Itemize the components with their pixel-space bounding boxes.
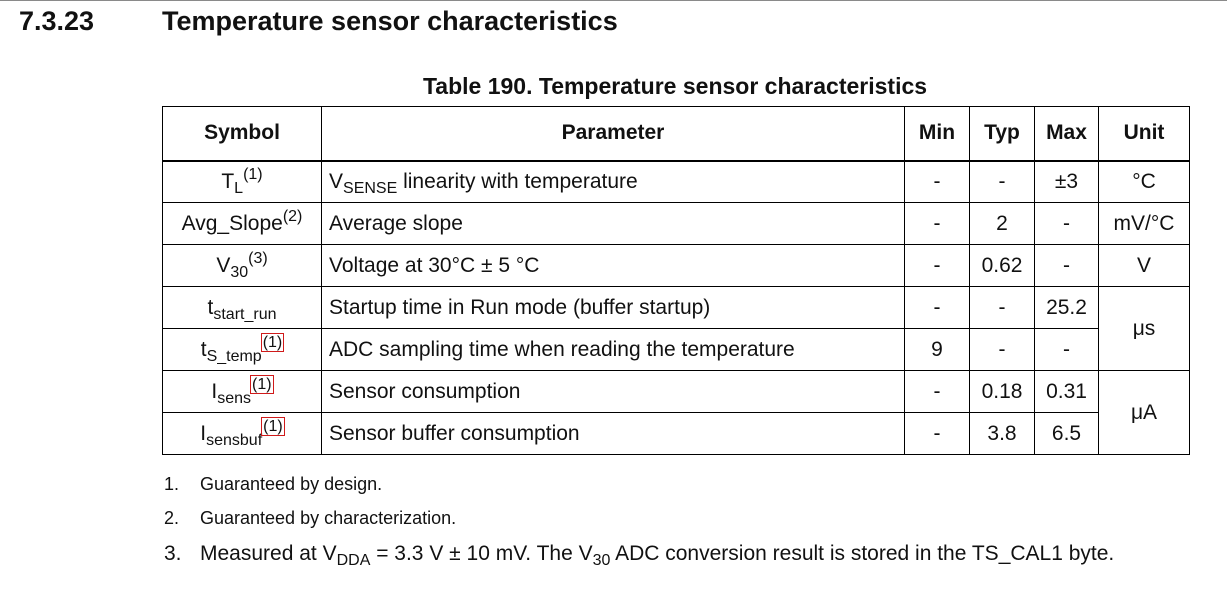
- footnote-ref[interactable]: (1): [252, 375, 272, 393]
- table-row: [163, 245, 1190, 287]
- cell-min: -: [905, 203, 970, 245]
- symbol-subscript: start_run: [213, 305, 277, 323]
- footnote-subscript: DDA: [336, 552, 371, 569]
- header-max: Max: [1035, 107, 1099, 161]
- table-header-row: [163, 107, 1190, 161]
- cell-typ: -: [970, 161, 1035, 203]
- table-row: [163, 287, 1190, 329]
- header-min: Min: [905, 107, 970, 161]
- cell-max: 25.2: [1035, 287, 1099, 329]
- cell-symbol: [163, 161, 322, 203]
- table-caption: Table 190. Temperature sensor characteristics: [422, 73, 928, 99]
- footnote-text-part: ADC conversion result is stored in the TS_CAL1 byte.: [610, 542, 1115, 565]
- cell-symbol: [163, 287, 322, 329]
- cell-symbol: [163, 413, 322, 455]
- table-row: [163, 413, 1190, 455]
- cell-parameter: Sensor buffer consumption: [322, 413, 905, 455]
- footnote-ref[interactable]: (2): [282, 207, 303, 225]
- symbol-subscript: S_temp: [206, 347, 262, 365]
- header-parameter: Parameter: [322, 107, 905, 161]
- symbol-base: V: [216, 253, 231, 277]
- footnote-text: [200, 542, 1160, 569]
- symbol-base: I: [200, 421, 207, 445]
- cell-unit: °C: [1099, 161, 1190, 203]
- cell-parameter: ADC sampling time when reading the temperature: [322, 329, 905, 371]
- cell-max: -: [1035, 203, 1099, 245]
- section-number: 7.3.23: [19, 6, 95, 36]
- cell-max: 0.31: [1035, 371, 1099, 413]
- cell-typ: 2: [970, 203, 1035, 245]
- cell-min: -: [905, 161, 970, 203]
- cell-unit: μA: [1099, 371, 1190, 455]
- temperature-sensor-table: [162, 106, 1190, 455]
- cell-min: -: [905, 371, 970, 413]
- footnote-number: 3.: [164, 542, 182, 565]
- footnote-number: 2.: [164, 508, 180, 528]
- cell-min: 9: [905, 329, 970, 371]
- section-title: Temperature sensor characteristics: [162, 6, 618, 36]
- footnote-ref[interactable]: (1): [263, 417, 283, 435]
- symbol-base: T: [221, 169, 235, 193]
- parameter-subscript: SENSE: [343, 179, 398, 197]
- footnote-text-part: Measured at V: [200, 542, 337, 565]
- cell-typ: 0.62: [970, 245, 1035, 287]
- cell-parameter: [322, 161, 905, 203]
- table-row: [163, 329, 1190, 371]
- cell-typ: -: [970, 287, 1035, 329]
- cell-max: 6.5: [1035, 413, 1099, 455]
- footnote-ref[interactable]: (1): [243, 165, 263, 183]
- parameter-text: linearity with temperature: [397, 169, 638, 193]
- cell-symbol: [163, 245, 322, 287]
- header-typ: Typ: [970, 107, 1035, 161]
- table-row: [163, 161, 1190, 203]
- cell-unit: V: [1099, 245, 1190, 287]
- cell-symbol: [163, 371, 322, 413]
- cell-unit: μs: [1099, 287, 1190, 371]
- footnote-ref[interactable]: (1): [262, 333, 283, 351]
- cell-symbol: [163, 203, 322, 245]
- footnote-subscript: 30: [592, 552, 611, 569]
- cell-min: -: [905, 287, 970, 329]
- symbol-base: I: [211, 379, 218, 403]
- cell-parameter: Voltage at 30°C ± 5 °C: [322, 245, 905, 287]
- cell-min: -: [905, 245, 970, 287]
- footnote-text: Guaranteed by characterization.: [200, 508, 457, 528]
- cell-typ: 0.18: [970, 371, 1035, 413]
- top-rule: [0, 0, 1227, 1]
- symbol-subscript: 30: [230, 263, 249, 281]
- cell-parameter: Average slope: [322, 203, 905, 245]
- cell-symbol: [163, 329, 322, 371]
- symbol-subscript: L: [234, 179, 244, 197]
- footnote-number: 1.: [164, 474, 180, 494]
- symbol-base: t: [207, 295, 214, 319]
- table-row: [163, 203, 1190, 245]
- cell-max: -: [1035, 245, 1099, 287]
- footnote-ref[interactable]: (3): [248, 249, 268, 267]
- cell-unit: mV/°C: [1099, 203, 1190, 245]
- symbol-base: t: [200, 337, 207, 361]
- footnote-text-part: = 3.3 V ± 10 mV. The V: [370, 542, 593, 565]
- header-symbol: Symbol: [163, 107, 322, 161]
- cell-typ: -: [970, 329, 1035, 371]
- cell-min: -: [905, 413, 970, 455]
- symbol-subscript: sensbuf: [206, 431, 263, 449]
- cell-max: ±3: [1035, 161, 1099, 203]
- symbol-base: Avg_Slope: [181, 211, 283, 235]
- cell-parameter: Sensor consumption: [322, 371, 905, 413]
- symbol-subscript: sens: [217, 389, 252, 407]
- footnote-text: Guaranteed by design.: [200, 474, 383, 494]
- cell-typ: 3.8: [970, 413, 1035, 455]
- parameter-prefix: V: [329, 169, 344, 193]
- cell-max: -: [1035, 329, 1099, 371]
- table-row: [163, 371, 1190, 413]
- header-unit: Unit: [1099, 107, 1190, 161]
- cell-parameter: Startup time in Run mode (buffer startup): [322, 287, 905, 329]
